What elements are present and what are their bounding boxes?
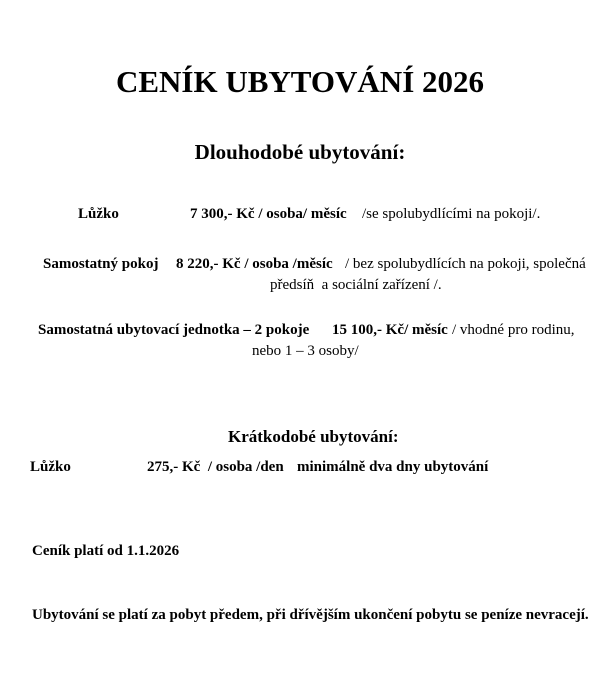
long-term-row-single-room-note-continued: předsíň a sociální zařízení /. — [270, 277, 442, 293]
short-term-row-bed — [0, 459, 600, 479]
long-term-section-heading: Dlouhodobé ubytování: — [194, 140, 406, 164]
row-price: 275,- Kč / osoba /den — [147, 459, 284, 475]
row-price: 15 100,- Kč/ měsíc — [332, 322, 448, 338]
row-item-label: Samostatná ubytovací jednotka – 2 pokoje — [38, 322, 310, 338]
short-term-section-heading: Krátkodobé ubytování: — [228, 427, 399, 446]
row-price: 8 220,- Kč / osoba /měsíc — [176, 256, 333, 272]
row-item-label: Lůžko — [30, 459, 71, 475]
long-term-row-bed — [0, 206, 600, 226]
long-term-row-single-room — [0, 256, 600, 276]
row-item-label: Lůžko — [78, 206, 119, 222]
row-note: / bez spolubydlících na pokoji, společná — [345, 256, 586, 272]
long-term-row-unit-note-continued: nebo 1 – 3 osoby/ — [252, 343, 359, 359]
long-term-row-unit-two-rooms — [0, 322, 600, 342]
row-note: minimálně dva dny ubytování — [297, 459, 489, 475]
payment-terms-note: Ubytování se platí za pobyt předem, při dřívějším ukončení pobytu se peníze nevracejí. — [32, 607, 589, 623]
document-title: CENÍK UBYTOVÁNÍ 2026 — [115, 64, 485, 99]
row-note: / vhodné pro rodinu, — [452, 322, 575, 338]
row-price: 7 300,- Kč / osoba/ měsíc — [190, 206, 347, 222]
validity-note: Ceník platí od 1.1.2026 — [32, 543, 180, 559]
row-note: /se spolubydlícími na pokoji/. — [362, 206, 541, 222]
row-item-label: Samostatný pokoj — [43, 256, 159, 272]
